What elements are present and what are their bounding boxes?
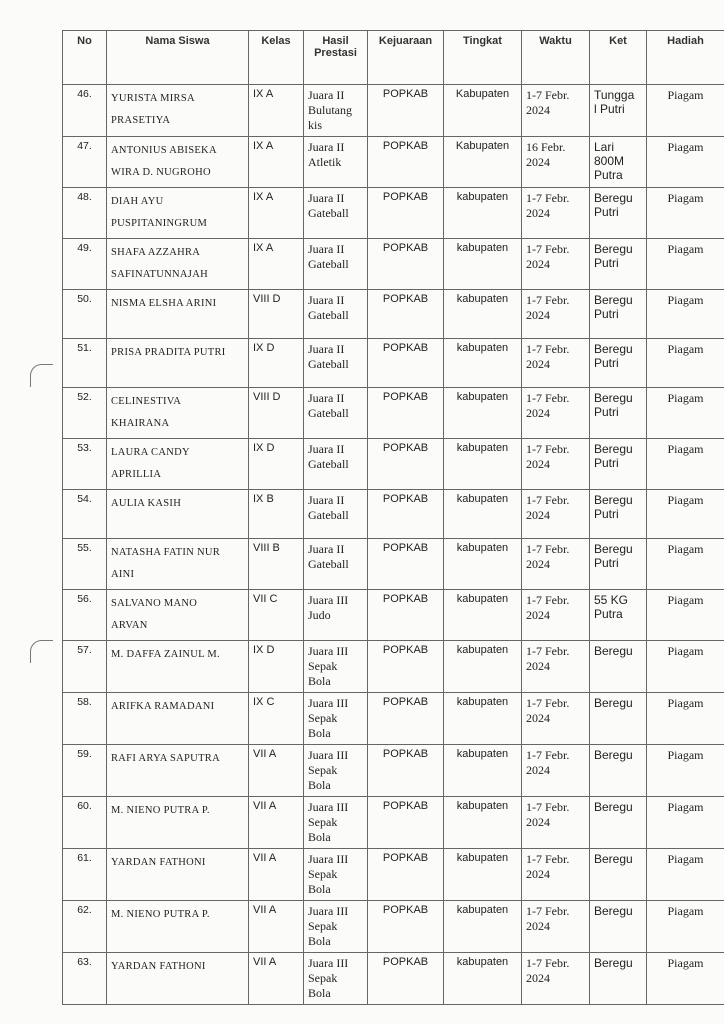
- cell-kejuaraan: POPKAB: [368, 239, 444, 290]
- cell-kejuaraan: POPKAB: [368, 641, 444, 693]
- cell-nama-siswa: YARDAN FATHONI: [107, 849, 249, 901]
- cell-nama-siswa: YURISTA MIRSA PRASETIYA: [107, 85, 249, 137]
- cell-waktu: 1-7 Febr. 2024: [522, 188, 590, 239]
- cell-hasil-prestasi: Juara III Sepak Bola: [304, 901, 368, 953]
- cell-ket: Beregu Putri: [590, 539, 647, 590]
- cell-waktu: 16 Febr. 2024: [522, 137, 590, 188]
- cell-kelas: VII A: [249, 953, 304, 1005]
- cell-no: 49.: [63, 239, 107, 290]
- cell-ket: Beregu: [590, 901, 647, 953]
- cell-ket: Beregu Putri: [590, 290, 647, 339]
- cell-no: 56.: [63, 590, 107, 641]
- cell-hadiah: Piagam: [647, 693, 724, 745]
- cell-tingkat: Kabupaten: [444, 137, 522, 188]
- cell-ket: Beregu Putri: [590, 188, 647, 239]
- table-row: [63, 953, 724, 1005]
- cell-hadiah: Piagam: [647, 85, 724, 137]
- table-row: [63, 745, 724, 797]
- cell-tingkat: kabupaten: [444, 239, 522, 290]
- cell-hadiah: Piagam: [647, 490, 724, 539]
- cell-ket: Beregu Putri: [590, 490, 647, 539]
- cell-kejuaraan: POPKAB: [368, 590, 444, 641]
- cell-no: 62.: [63, 901, 107, 953]
- cell-nama-siswa: SHAFA AZZAHRA SAFINATUNNAJAH: [107, 239, 249, 290]
- cell-no: 54.: [63, 490, 107, 539]
- cell-waktu: 1-7 Febr. 2024: [522, 239, 590, 290]
- header-kelas: Kelas: [249, 31, 304, 85]
- cell-waktu: 1-7 Febr. 2024: [522, 85, 590, 137]
- cell-tingkat: kabupaten: [444, 539, 522, 590]
- cell-waktu: 1-7 Febr. 2024: [522, 439, 590, 490]
- cell-waktu: 1-7 Febr. 2024: [522, 641, 590, 693]
- cell-tingkat: kabupaten: [444, 388, 522, 439]
- cell-waktu: 1-7 Febr. 2024: [522, 590, 590, 641]
- cell-kejuaraan: POPKAB: [368, 137, 444, 188]
- cell-nama-siswa: LAURA CANDY APRILLIA: [107, 439, 249, 490]
- cell-no: 48.: [63, 188, 107, 239]
- header-kejuaraan: Kejuaraan: [368, 31, 444, 85]
- cell-waktu: 1-7 Febr. 2024: [522, 849, 590, 901]
- table-row: [63, 539, 724, 590]
- cell-tingkat: kabupaten: [444, 745, 522, 797]
- cell-nama-siswa: RAFI ARYA SAPUTRA: [107, 745, 249, 797]
- cell-hadiah: Piagam: [647, 290, 724, 339]
- cell-nama-siswa: M. NIENO PUTRA P.: [107, 901, 249, 953]
- cell-kelas: VII A: [249, 849, 304, 901]
- cell-hadiah: Piagam: [647, 745, 724, 797]
- cell-no: 53.: [63, 439, 107, 490]
- header-ket: Ket: [590, 31, 647, 85]
- cell-no: 59.: [63, 745, 107, 797]
- cell-nama-siswa: NISMA ELSHA ARINI: [107, 290, 249, 339]
- table-row: [63, 339, 724, 388]
- header-hasil-prestasi: Hasil Prestasi: [304, 31, 368, 85]
- cell-waktu: 1-7 Febr. 2024: [522, 388, 590, 439]
- cell-no: 46.: [63, 85, 107, 137]
- table-row: [63, 388, 724, 439]
- cell-tingkat: kabupaten: [444, 953, 522, 1005]
- cell-waktu: 1-7 Febr. 2024: [522, 339, 590, 388]
- cell-waktu: 1-7 Febr. 2024: [522, 539, 590, 590]
- cell-kejuaraan: POPKAB: [368, 539, 444, 590]
- cell-kejuaraan: POPKAB: [368, 745, 444, 797]
- cell-hadiah: Piagam: [647, 590, 724, 641]
- cell-hadiah: Piagam: [647, 953, 724, 1005]
- cell-hasil-prestasi: Juara III Sepak Bola: [304, 641, 368, 693]
- cell-kejuaraan: POPKAB: [368, 797, 444, 849]
- cell-kelas: IX A: [249, 188, 304, 239]
- cell-hasil-prestasi: Juara II Gateball: [304, 388, 368, 439]
- cell-tingkat: Kabupaten: [444, 85, 522, 137]
- table-row: [63, 85, 724, 137]
- cell-kejuaraan: POPKAB: [368, 188, 444, 239]
- cell-nama-siswa: M. NIENO PUTRA P.: [107, 797, 249, 849]
- cell-ket: 55 KG Putra: [590, 590, 647, 641]
- cell-kelas: VIII D: [249, 388, 304, 439]
- cell-tingkat: kabupaten: [444, 439, 522, 490]
- cell-tingkat: kabupaten: [444, 590, 522, 641]
- cell-no: 51.: [63, 339, 107, 388]
- table-row: [63, 901, 724, 953]
- cell-ket: Lari 800M Putra: [590, 137, 647, 188]
- cell-tingkat: kabupaten: [444, 490, 522, 539]
- cell-hadiah: Piagam: [647, 539, 724, 590]
- cell-ket: Beregu Putri: [590, 388, 647, 439]
- cell-kelas: VIII D: [249, 290, 304, 339]
- cell-hadiah: Piagam: [647, 339, 724, 388]
- cell-hasil-prestasi: Juara III Judo: [304, 590, 368, 641]
- cell-nama-siswa: CELINESTIVA KHAIRANA: [107, 388, 249, 439]
- cell-kejuaraan: POPKAB: [368, 290, 444, 339]
- cell-kelas: IX D: [249, 339, 304, 388]
- cell-ket: Beregu Putri: [590, 439, 647, 490]
- cell-ket: Tungga l Putri: [590, 85, 647, 137]
- header-hadiah: Hadiah: [647, 31, 724, 85]
- cell-tingkat: kabupaten: [444, 849, 522, 901]
- cell-nama-siswa: AULIA KASIH: [107, 490, 249, 539]
- cell-kelas: IX B: [249, 490, 304, 539]
- cell-tingkat: kabupaten: [444, 901, 522, 953]
- cell-kejuaraan: POPKAB: [368, 85, 444, 137]
- table-row: [63, 239, 724, 290]
- cell-ket: Beregu: [590, 797, 647, 849]
- cell-kejuaraan: POPKAB: [368, 439, 444, 490]
- cell-kelas: IX A: [249, 137, 304, 188]
- cell-hasil-prestasi: Juara II Gateball: [304, 339, 368, 388]
- cell-ket: Beregu: [590, 745, 647, 797]
- cell-ket: Beregu: [590, 641, 647, 693]
- cell-nama-siswa: NATASHA FATIN NUR AINI: [107, 539, 249, 590]
- cell-nama-siswa: ARIFKA RAMADANI: [107, 693, 249, 745]
- cell-hasil-prestasi: Juara III Sepak Bola: [304, 797, 368, 849]
- cell-hadiah: Piagam: [647, 239, 724, 290]
- cell-hasil-prestasi: Juara III Sepak Bola: [304, 693, 368, 745]
- header-tingkat: Tingkat: [444, 31, 522, 85]
- cell-kelas: VIII B: [249, 539, 304, 590]
- cell-kelas: IX A: [249, 85, 304, 137]
- cell-kejuaraan: POPKAB: [368, 953, 444, 1005]
- cell-waktu: 1-7 Febr. 2024: [522, 490, 590, 539]
- cell-kelas: VII A: [249, 745, 304, 797]
- table-row: [63, 849, 724, 901]
- cell-hadiah: Piagam: [647, 388, 724, 439]
- cell-hadiah: Piagam: [647, 797, 724, 849]
- cell-hadiah: Piagam: [647, 188, 724, 239]
- cell-hadiah: Piagam: [647, 641, 724, 693]
- cell-tingkat: kabupaten: [444, 693, 522, 745]
- cell-nama-siswa: ANTONIUS ABISEKA WIRA D. NUGROHO: [107, 137, 249, 188]
- cell-waktu: 1-7 Febr. 2024: [522, 953, 590, 1005]
- table-row: [63, 439, 724, 490]
- table-row: [63, 590, 724, 641]
- cell-kejuaraan: POPKAB: [368, 339, 444, 388]
- table-row: [63, 490, 724, 539]
- cell-nama-siswa: PRISA PRADITA PUTRI: [107, 339, 249, 388]
- punch-hole-mark: [30, 364, 53, 387]
- cell-hasil-prestasi: Juara III Sepak Bola: [304, 953, 368, 1005]
- cell-hasil-prestasi: Juara III Sepak Bola: [304, 849, 368, 901]
- table-row: [63, 641, 724, 693]
- cell-ket: Beregu: [590, 849, 647, 901]
- cell-no: 58.: [63, 693, 107, 745]
- cell-kelas: VII A: [249, 797, 304, 849]
- cell-waktu: 1-7 Febr. 2024: [522, 290, 590, 339]
- table-row: [63, 188, 724, 239]
- cell-waktu: 1-7 Febr. 2024: [522, 745, 590, 797]
- cell-hasil-prestasi: Juara II Gateball: [304, 290, 368, 339]
- cell-waktu: 1-7 Febr. 2024: [522, 693, 590, 745]
- cell-kejuaraan: POPKAB: [368, 490, 444, 539]
- cell-hasil-prestasi: Juara II Atletik: [304, 137, 368, 188]
- cell-hadiah: Piagam: [647, 849, 724, 901]
- cell-hadiah: Piagam: [647, 901, 724, 953]
- cell-hadiah: Piagam: [647, 137, 724, 188]
- achievement-table: [62, 30, 724, 1005]
- cell-kelas: IX A: [249, 239, 304, 290]
- cell-nama-siswa: M. DAFFA ZAINUL M.: [107, 641, 249, 693]
- header-nama-siswa: Nama Siswa: [107, 31, 249, 85]
- header-waktu: Waktu: [522, 31, 590, 85]
- cell-no: 60.: [63, 797, 107, 849]
- cell-nama-siswa: YARDAN FATHONI: [107, 953, 249, 1005]
- cell-hasil-prestasi: Juara II Gateball: [304, 439, 368, 490]
- table-header-row: [63, 31, 724, 85]
- cell-kelas: IX C: [249, 693, 304, 745]
- cell-nama-siswa: SALVANO MANO ARVAN: [107, 590, 249, 641]
- cell-no: 52.: [63, 388, 107, 439]
- cell-no: 63.: [63, 953, 107, 1005]
- punch-hole-mark: [30, 640, 53, 663]
- cell-hasil-prestasi: Juara II Bulutang kis: [304, 85, 368, 137]
- cell-kelas: IX D: [249, 439, 304, 490]
- cell-ket: Beregu Putri: [590, 239, 647, 290]
- cell-hadiah: Piagam: [647, 439, 724, 490]
- cell-ket: Beregu Putri: [590, 339, 647, 388]
- table-row: [63, 693, 724, 745]
- header-no: No: [63, 31, 107, 85]
- cell-waktu: 1-7 Febr. 2024: [522, 797, 590, 849]
- cell-hasil-prestasi: Juara II Gateball: [304, 490, 368, 539]
- cell-no: 57.: [63, 641, 107, 693]
- cell-kelas: IX D: [249, 641, 304, 693]
- cell-kejuaraan: POPKAB: [368, 849, 444, 901]
- cell-kejuaraan: POPKAB: [368, 388, 444, 439]
- cell-kejuaraan: POPKAB: [368, 693, 444, 745]
- cell-no: 55.: [63, 539, 107, 590]
- cell-no: 61.: [63, 849, 107, 901]
- cell-hasil-prestasi: Juara II Gateball: [304, 239, 368, 290]
- table-row: [63, 137, 724, 188]
- cell-waktu: 1-7 Febr. 2024: [522, 901, 590, 953]
- cell-tingkat: kabupaten: [444, 339, 522, 388]
- cell-hasil-prestasi: Juara II Gateball: [304, 188, 368, 239]
- cell-hasil-prestasi: Juara II Gateball: [304, 539, 368, 590]
- cell-tingkat: kabupaten: [444, 797, 522, 849]
- cell-no: 50.: [63, 290, 107, 339]
- table-row: [63, 290, 724, 339]
- cell-tingkat: kabupaten: [444, 290, 522, 339]
- cell-kelas: VII A: [249, 901, 304, 953]
- cell-tingkat: kabupaten: [444, 641, 522, 693]
- cell-ket: Beregu: [590, 953, 647, 1005]
- cell-kejuaraan: POPKAB: [368, 901, 444, 953]
- table-row: [63, 797, 724, 849]
- cell-no: 47.: [63, 137, 107, 188]
- cell-hasil-prestasi: Juara III Sepak Bola: [304, 745, 368, 797]
- cell-ket: Beregu: [590, 693, 647, 745]
- cell-tingkat: kabupaten: [444, 188, 522, 239]
- cell-kelas: VII C: [249, 590, 304, 641]
- cell-nama-siswa: DIAH AYU PUSPITANINGRUM: [107, 188, 249, 239]
